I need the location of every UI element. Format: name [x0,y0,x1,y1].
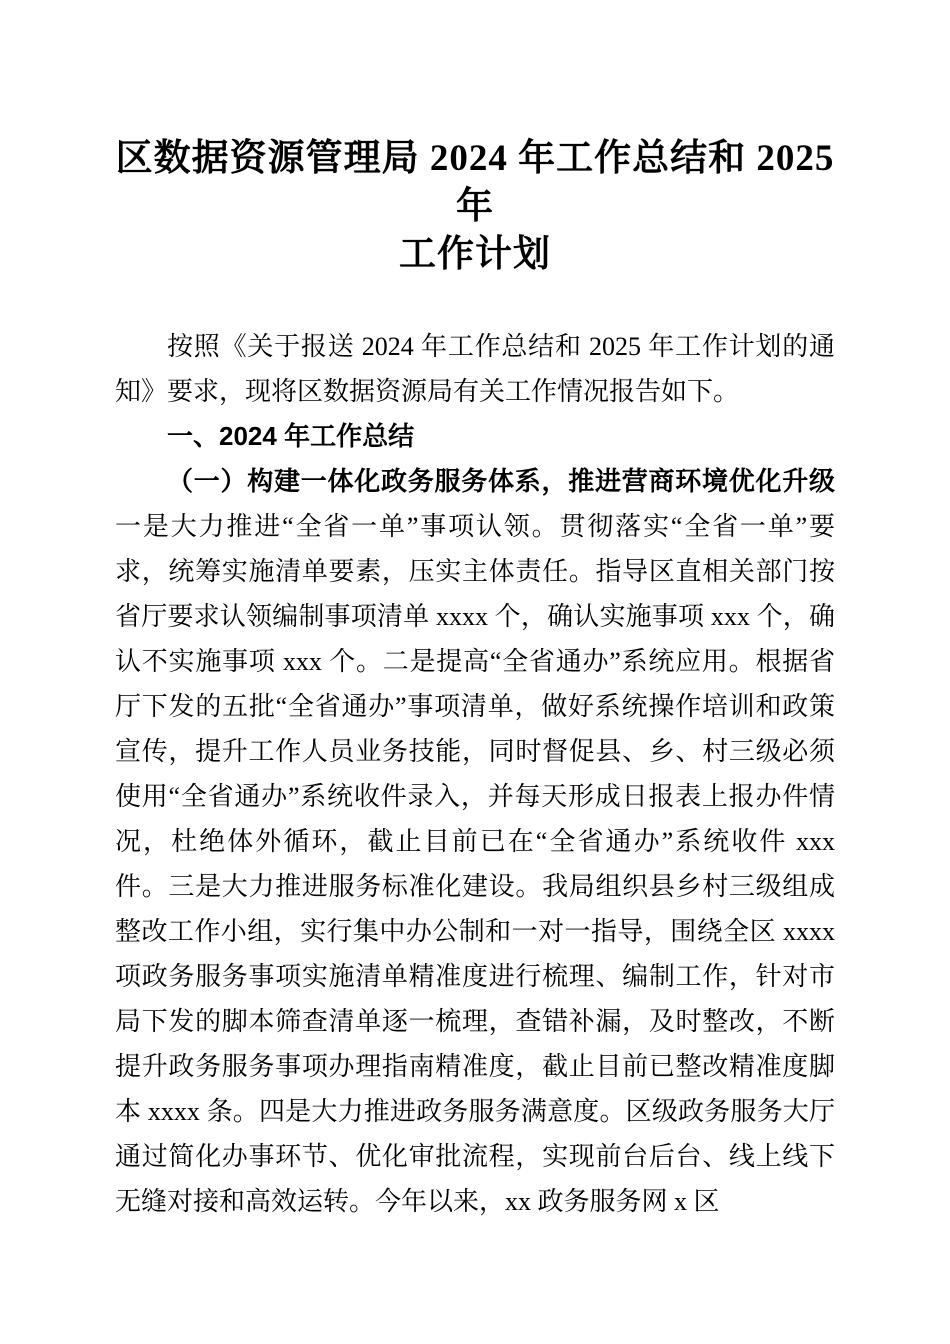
document-title-line-1: 区数据资源管理局 2024 年工作总结和 2025 年 [115,138,835,227]
paragraph-lead-bold: （一）构建一体化政务服务体系，推进营商环境优化升级 [167,467,835,496]
section-1-paragraph-1 [115,459,835,1224]
intro-paragraph: 按照《关于报送 2024 年工作总结和 2025 年工作计划的通知》要求，现将区数据资源局有关工作情况报告如下。 [115,332,835,406]
document-title [115,135,835,279]
section-heading-2024-summary: 一、2024 年工作总结 [167,421,415,451]
paragraph-body-text: 一是大力推进“全省一单”事项认领。贯彻落实“全省一单”要求，统筹实施清单要素，压实主体责任。指导区直相关部门按省厅要求认领编制事项清单 xxxx 个，确认实施事项 xxx 个，确认不实施事项 xxx 个。二是提高“全省通办”系统应用。根据省厅下发的五批“全省通办”事项清单，做好系统操作培训和政策宣传，提升工作人员业务技能，同时督促县、乡、村三级必须使用“全省通办”系统收件录入，并每天形成日报表上报办件情况，杜绝体外循环，截止目前已在“全省通办”系统收件 xxx 件。三是大力推进服务标准化建设。我局组织县乡村三级组成整改工作小组，实行集中办公制和一对一指导，围绕全区 xxxx 项政务服务事项实施清单精准度进行梳理、编制工作，针对市局下发的脚本筛查清单逐一梳理，查错补漏，及时整改，不断提升政务服务事项办理指南精准度，截止目前已整改精准度脚本 xxxx 条。四是大力推进政务服务满意度。区级政务服务大厅通过简化办事环节、优化审批流程，实现前台后台、线上线下无缝对接和高效运转。今年以来，xx 政务服务网 x 区 [115,512,835,1216]
document-title-line-2: 工作计划 [399,234,551,275]
